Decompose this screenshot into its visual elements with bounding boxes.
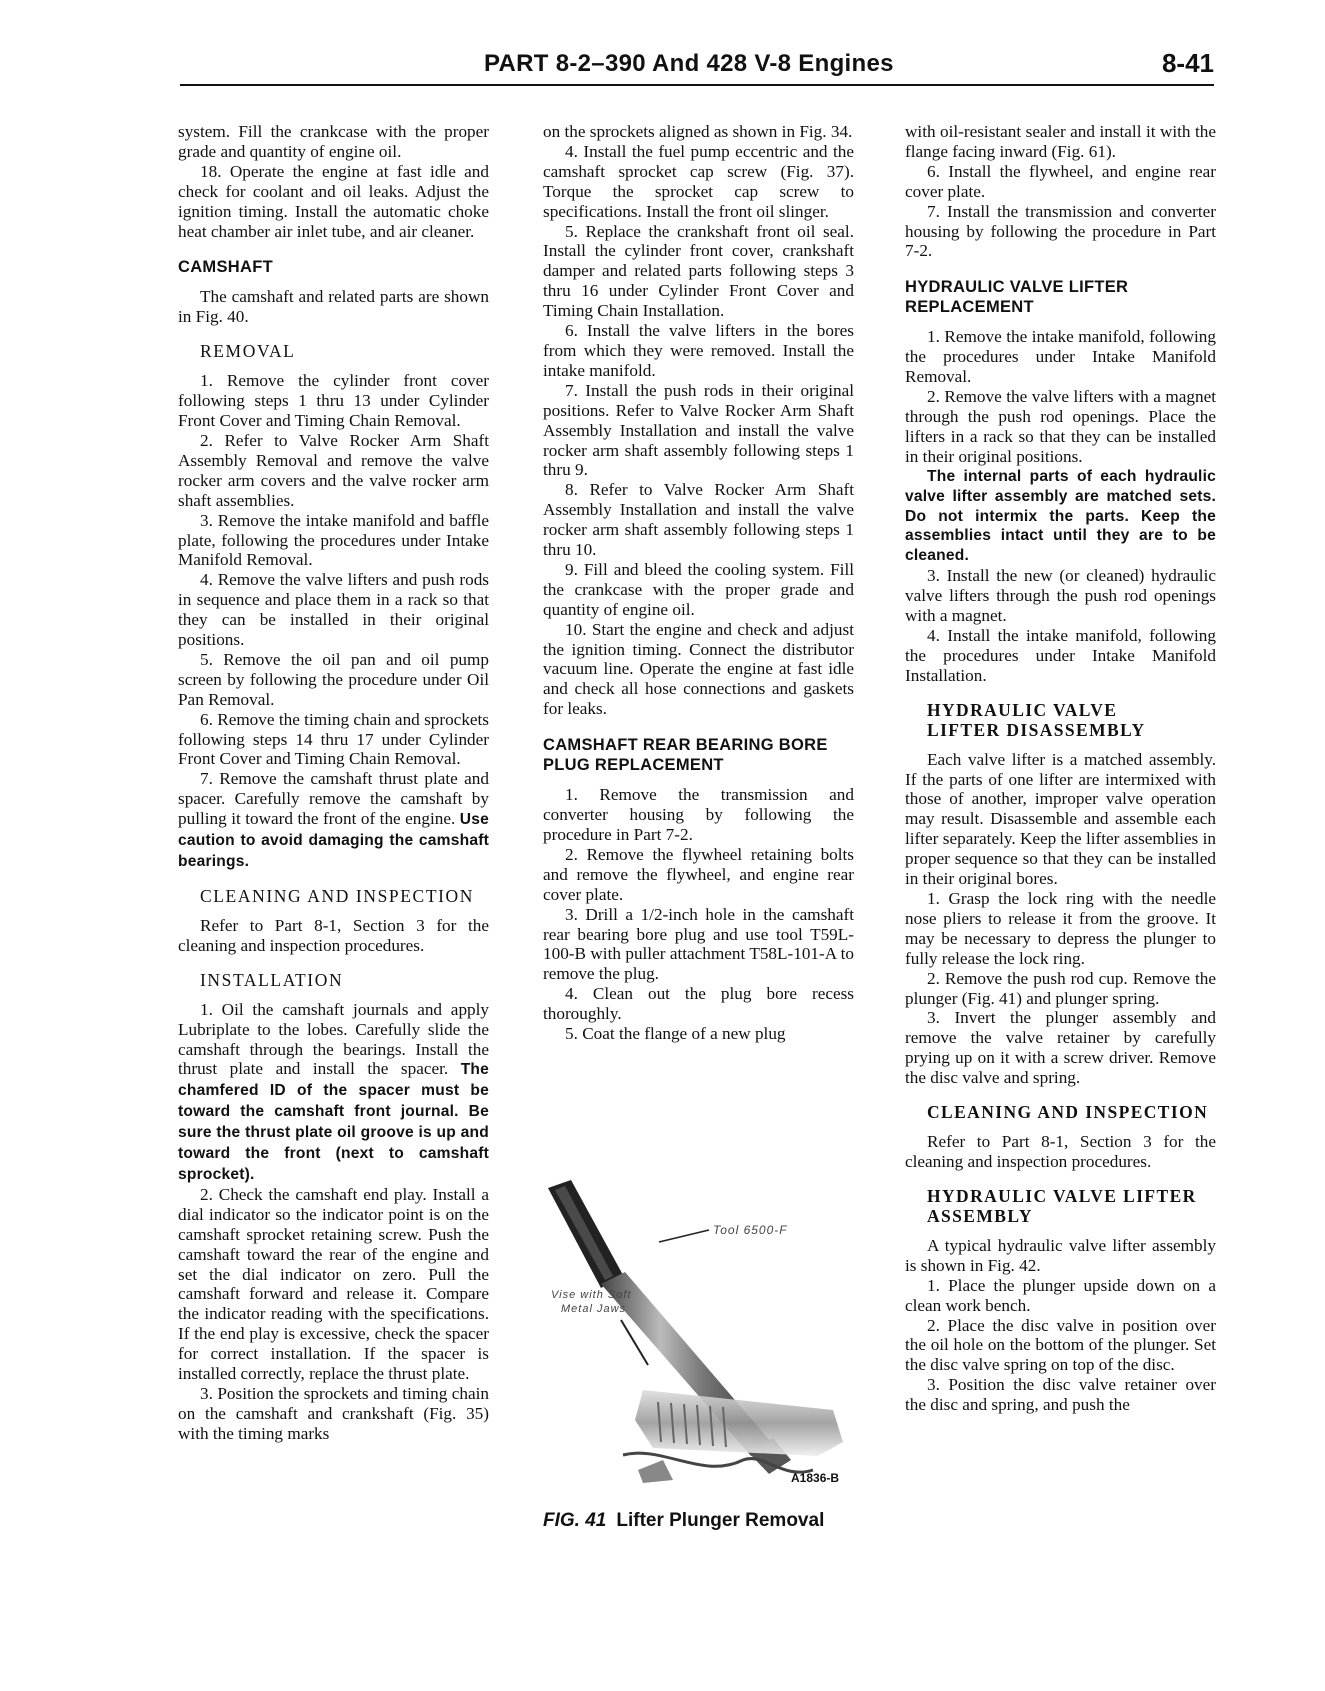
heading-line: HYDRAULIC VALVE LIFTER bbox=[927, 1185, 1197, 1206]
step: 7. Install the push rods in their original positions. Refer to Valve Rocker Arm Shaft Assembly Installation and install the valve rocker arm shaft assembly following steps 1 thru 9. bbox=[543, 380, 854, 480]
step: 2. Check the camshaft end play. Install a dial indicator so the indicator point is on the camshaft sprocket retaining screw. Push the camshaft toward the rear of the engine and set the dial indicator on zero. Pull the camshaft forward and release it. Compare the indicator reading with the specifications. If the end play is excessive, check the spacer for correct installation. If the spacer is installed correctly, replace the thrust plate. bbox=[178, 1184, 489, 1384]
step: 1. Remove the transmission and converter housing by following the procedure in Part 7-2. bbox=[543, 785, 854, 844]
step: 4. Clean out the plug bore recess thoroughly. bbox=[543, 984, 854, 1024]
heading-line: ASSEMBLY bbox=[927, 1205, 1033, 1226]
step-text: 1. Oil the camshaft journals and apply Lubriplate to the lobes. Carefully slide the camshaft through the bearings. Install the thrust plate and install the spacer. bbox=[178, 999, 489, 1079]
column-1 bbox=[178, 122, 489, 1444]
paragraph: on the sprockets aligned as shown in Fig. 34. bbox=[543, 122, 853, 141]
section-heading-lifter-replacement: HYDRAULIC VALVE LIFTER REPLACEMENT bbox=[905, 278, 1129, 317]
paragraph: The camshaft and related parts are shown in Fig. 40. bbox=[178, 287, 489, 327]
step: 5. Replace the crankshaft front oil seal. Install the cylinder front cover, crankshaft damper and related parts following steps 3 thru 16 under Cylinder Front Cover and Timing Chain Installation. bbox=[543, 221, 854, 321]
leader-line-tool bbox=[659, 1230, 709, 1242]
header-title: PART 8-2–390 And 428 V-8 Engines bbox=[484, 50, 894, 77]
paragraph: Refer to Part 8-1, Section 3 for the cleaning and inspection procedures. bbox=[178, 915, 489, 955]
step: 2. Place the disc valve in position over the oil hole on the bottom of the plunger. Set the disc valve spring on top of the disc. bbox=[905, 1315, 1216, 1375]
step: 3. Drill a 1/2-inch hole in the camshaft rear bearing bore plug and use tool T59L-100-B with puller attachment T58L-101-A to remove the plug. bbox=[543, 904, 854, 984]
subsection-heading-assembly bbox=[927, 1186, 1216, 1226]
figure-caption bbox=[543, 1510, 854, 1532]
step-text: 7. Remove the camshaft thrust plate and spacer. Carefully remove the camshaft by pulling it toward the front of the engine. bbox=[178, 769, 489, 829]
subsection-heading-cleaning: CLEANING AND INSPECTION bbox=[927, 1102, 1209, 1123]
step: 3. Position the sprockets and timing chain on the camshaft and crankshaft (Fig. 35) with the timing marks bbox=[178, 1383, 489, 1443]
step: 5. Remove the oil pan and oil pump screen by following the procedure under Oil Pan Removal. bbox=[178, 649, 489, 709]
header-rule bbox=[180, 84, 1214, 86]
subsection-heading-cleaning: CLEANING AND INSPECTION bbox=[200, 885, 475, 906]
step: 8. Refer to Valve Rocker Arm Shaft Assembly Installation and install the valve rocker arm shaft assembly following steps 1 thru 10. bbox=[543, 480, 854, 560]
step: 2. Remove the flywheel retaining bolts and remove the flywheel, and engine rear cover plate. bbox=[543, 844, 854, 904]
vise-label-line-2: Metal Jaws bbox=[561, 1303, 627, 1315]
step: 3. Position the disc valve retainer over the disc and spring, and push the bbox=[905, 1375, 1216, 1415]
caution-note: The internal parts of each hydraulic valve lifter assembly are matched sets. Do not intermix the parts. Keep the assemblies intact until they are to be cleaned. bbox=[905, 467, 1216, 565]
figure-code: A1836-B bbox=[791, 1471, 840, 1485]
step: 6. Install the valve lifters in the bores from which they were removed. Install the intake manifold. bbox=[543, 321, 854, 380]
section-heading-bore-plug: CAMSHAFT REAR BEARING BORE PLUG REPLACEMENT bbox=[543, 736, 828, 775]
subsection-heading-installation: INSTALLATION bbox=[200, 969, 344, 990]
page-number: 8-41 bbox=[1161, 48, 1214, 78]
step bbox=[178, 1000, 489, 1185]
figure-lifter-plunger-removal bbox=[543, 1180, 854, 1485]
caution-note: Use caution to avoid damaging the camshaft bearings. bbox=[178, 811, 490, 870]
step: 3. Remove the intake manifold and baffle plate, following the procedures under Intake Manifold Removal. bbox=[178, 510, 489, 570]
step: 1. Remove the cylinder front cover following steps 1 thru 13 under Cylinder Front Cover and Timing Chain Removal. bbox=[178, 371, 489, 431]
figure-illustration bbox=[543, 1180, 854, 1485]
column-3 bbox=[905, 122, 1216, 1415]
paragraph: 18. Operate the engine at fast idle and check for coolant and oil leaks. Adjust the ignition timing. Install the automatic choke heat chamber air inlet tube, and air cleaner. bbox=[178, 161, 489, 241]
caution-note: The chamfered ID of the spacer must be toward the camshaft front journal. Be sure the thrust plate oil groove is up and toward the front (next to camshaft sprocket). bbox=[178, 1061, 490, 1183]
page-header bbox=[180, 44, 1214, 84]
paragraph: system. Fill the crankcase with the proper grade and quantity of engine oil. bbox=[178, 122, 489, 161]
tool-label: Tool 6500-F bbox=[713, 1223, 788, 1237]
step: 5. Coat the flange of a new plug bbox=[565, 1024, 786, 1044]
paragraph: with oil-resistant sealer and install it with the flange facing inward (Fig. 61). bbox=[905, 122, 1216, 161]
section-heading-camshaft: CAMSHAFT bbox=[178, 258, 273, 277]
paragraph: Each valve lifter is a matched assembly. If the parts of one lifter are intermixed with those of another, improper valve operation may result. Disassemble and assemble each lifter separately. Keep the lifter assemblies in proper sequence so that they can be installed in their original bores. bbox=[905, 749, 1216, 889]
step: 6. Remove the timing chain and sprockets following steps 14 thru 17 under Cylinder Front Cover and Timing Chain Removal. bbox=[178, 709, 489, 769]
step: 1. Place the plunger upside down on a clean work bench. bbox=[905, 1275, 1216, 1315]
step: 3. Install the new (or cleaned) hydraulic valve lifters through the push rod openings with a magnet. bbox=[905, 566, 1216, 626]
step: 1. Grasp the lock ring with the needle nose pliers to release it from the groove. It may be necessary to depress the plunger to fully release the lock ring. bbox=[905, 889, 1216, 968]
step: 2. Remove the valve lifters with a magnet through the push rod openings. Place the lifters in a rack so that they can be installed in their original positions. bbox=[905, 387, 1216, 466]
step: 7. Install the transmission and converter housing by following the procedure in Part 7-2. bbox=[905, 201, 1216, 261]
paragraph: Refer to Part 8-1, Section 3 for the cleaning and inspection procedures. bbox=[905, 1132, 1216, 1171]
subsection-heading-disassembly bbox=[927, 700, 1216, 740]
step bbox=[178, 769, 489, 872]
paragraph: A typical hydraulic valve lifter assembly is shown in Fig. 42. bbox=[905, 1235, 1216, 1275]
heading-line: LIFTER DISASSEMBLY bbox=[927, 719, 1146, 740]
step: 6. Install the flywheel, and engine rear cover plate. bbox=[905, 161, 1216, 201]
subsection-heading-removal: REMOVAL bbox=[200, 341, 296, 362]
step: 4. Install the fuel pump eccentric and the camshaft sprocket cap screw (Fig. 37). Torque the sprocket cap screw to specifications. Install the front oil slinger. bbox=[543, 141, 854, 221]
step: 1. Remove the intake manifold, following the procedures under Intake Manifold Removal. bbox=[905, 327, 1216, 387]
vise-label-line-1: Vise with Soft bbox=[551, 1289, 632, 1301]
column-2 bbox=[543, 122, 854, 1044]
step: 9. Fill and bleed the cooling system. Fill the crankcase with the proper grade and quantity of engine oil. bbox=[543, 559, 854, 619]
heading-line: HYDRAULIC VALVE bbox=[927, 699, 1118, 720]
step: 2. Refer to Valve Rocker Arm Shaft Assembly Removal and remove the valve rocker arm covers and the valve rocker arm shaft assemblies. bbox=[178, 430, 489, 510]
step: 10. Start the engine and check and adjust the ignition timing. Connect the distributor vacuum line. Operate the engine at fast idle and check all hose connections and gaskets for leaks. bbox=[543, 619, 854, 719]
step: 4. Remove the valve lifters and push rods in sequence and place them in a rack so that they can be installed in their original positions. bbox=[178, 570, 489, 650]
step: 3. Invert the plunger assembly and remove the valve retainer by carefully prying up on it with a screw driver. Remove the disc valve and spring. bbox=[905, 1008, 1216, 1088]
vise-jaws bbox=[635, 1390, 843, 1456]
figure-number: FIG. 41 bbox=[543, 1510, 607, 1531]
step: 2. Remove the push rod cup. Remove the plunger (Fig. 41) and plunger spring. bbox=[905, 968, 1216, 1008]
step: 4. Install the intake manifold, following the procedures under Intake Manifold Installation. bbox=[905, 625, 1216, 685]
figure-title: Lifter Plunger Removal bbox=[616, 1510, 825, 1531]
